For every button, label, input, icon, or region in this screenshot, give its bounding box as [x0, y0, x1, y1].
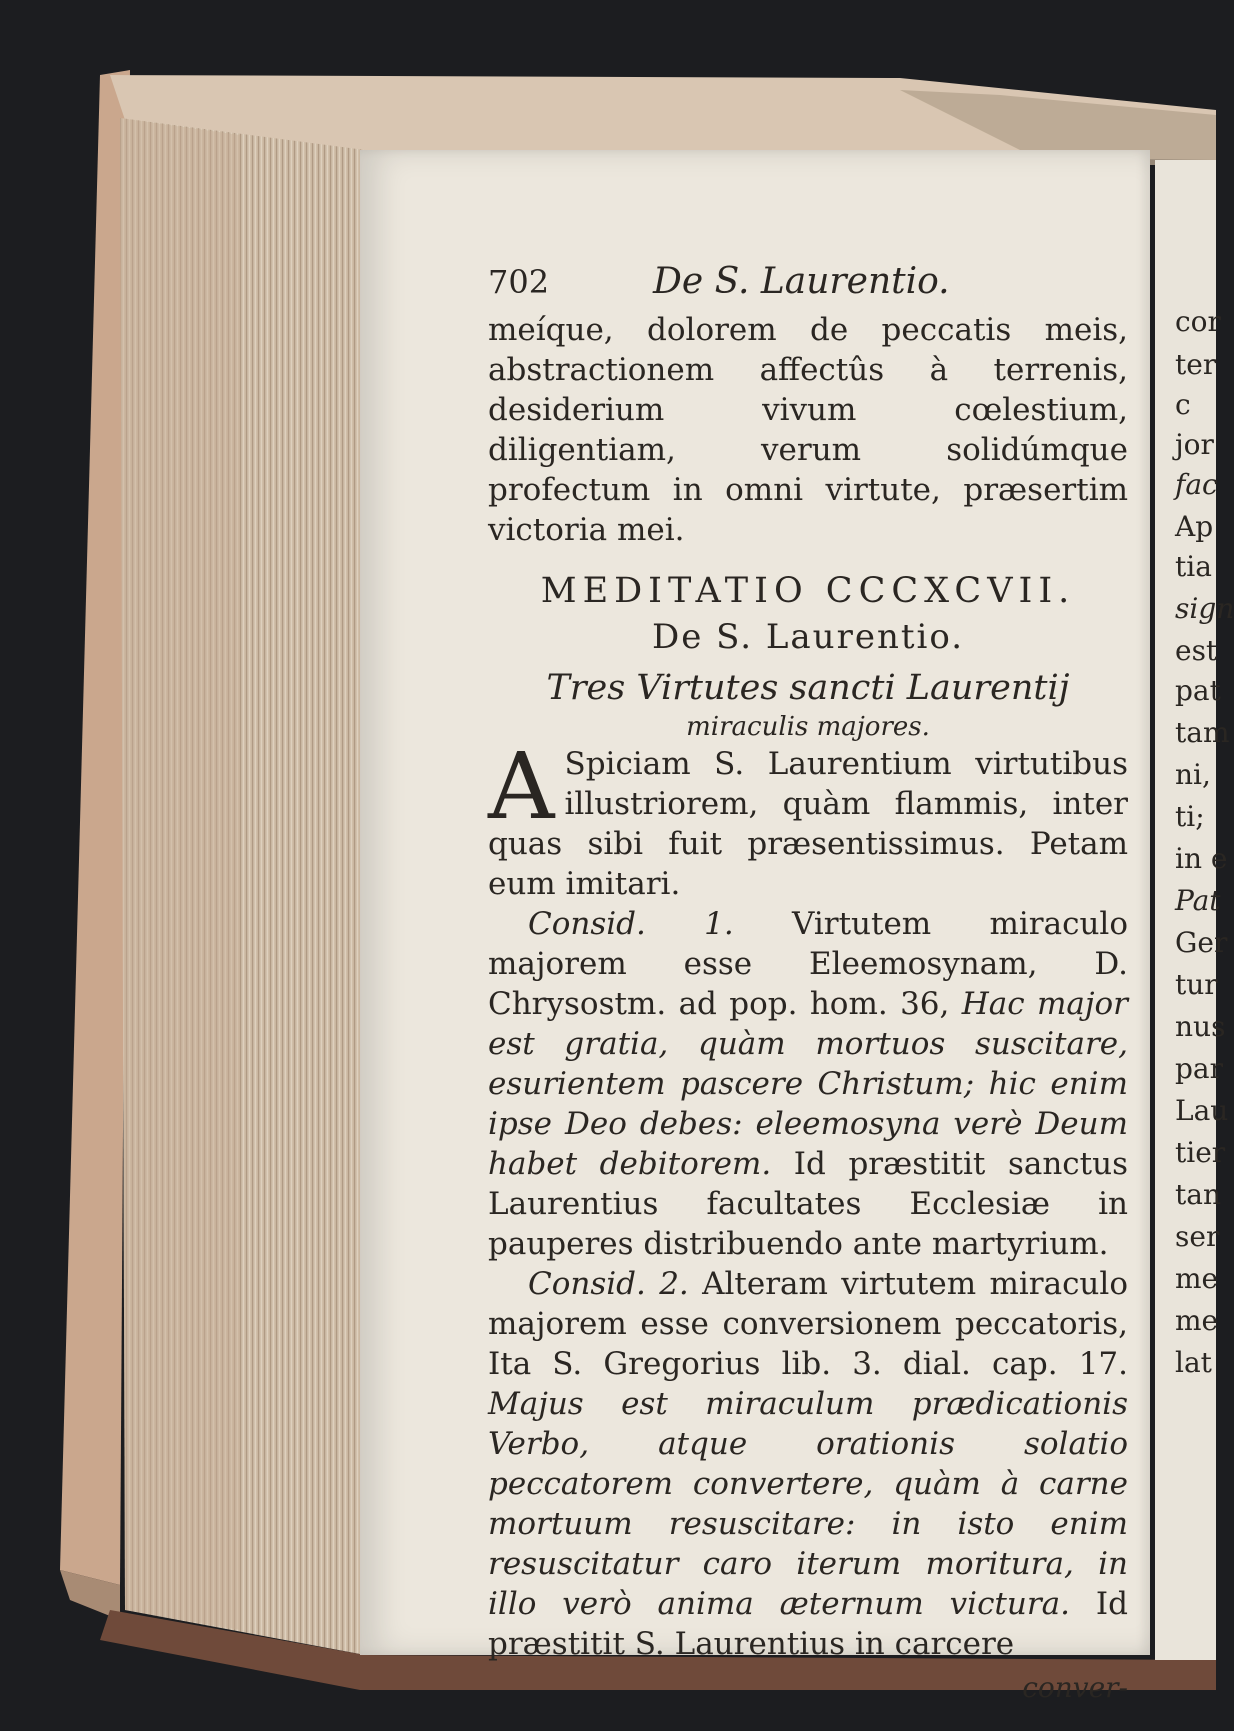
meditation-title: MEDITATIO CCCXCVII.: [540, 571, 1076, 611]
section-heading: Tres Virtutes sancti Laurentij: [546, 668, 1070, 708]
right-fragment: Ap: [1175, 510, 1214, 543]
right-fragment: me: [1175, 1262, 1219, 1295]
right-fragment: Ger: [1175, 926, 1228, 959]
page-number: 702: [488, 263, 550, 301]
right-fragment: ter: [1175, 348, 1217, 381]
consideration-label: Consid. 1.: [528, 906, 734, 942]
right-fragment: est: [1175, 634, 1218, 667]
running-head: De S. Laurentio.: [653, 261, 950, 302]
catchword: conver-: [1022, 1671, 1128, 1704]
right-fragment: tur: [1175, 968, 1218, 1001]
right-fragment: Lau: [1175, 1094, 1229, 1127]
meditation-subtitle: De S. Laurentio.: [651, 617, 965, 657]
right-fragment: c: [1175, 388, 1191, 421]
right-fragment: Pat: [1175, 884, 1221, 917]
right-fragment: cor: [1175, 305, 1221, 338]
section-heading-line2: miraculis majores.: [686, 712, 930, 742]
right-fragment: nus: [1175, 1010, 1226, 1043]
page-header: [488, 262, 1128, 306]
paragraph-3-rest: Id præstitit S. Laurentius in carcere: [488, 1586, 1129, 1662]
paragraph-1-text: Spiciam S. Laurentium virtutibus illustriorem, quàm flammis, inter quas sibi fuit præsentissimus. Petam eum imitari.: [488, 746, 1128, 902]
right-fragment: tan: [1175, 1178, 1221, 1211]
consideration-label: Consid. 2.: [528, 1266, 689, 1302]
right-page-edge: [1155, 160, 1234, 1660]
right-fragment: lat: [1175, 1346, 1212, 1379]
paragraph-2-rest: Id præstitit sanctus Laurentius facultates Ecclesiæ in pauperes distribuendo ante martyrium.: [488, 1146, 1128, 1262]
right-fragment: tam: [1175, 716, 1230, 749]
right-fragment: par: [1175, 1052, 1224, 1085]
paragraph-3: [488, 1264, 1128, 1664]
right-fragment: tia: [1175, 550, 1212, 583]
paragraph-3-quote: Majus est miraculum prædicationis Verbo, atque orationis solatio peccatorem convertere, quàm à carne mortuum resuscitare: in isto enim resuscitatur caro iterum moritura, in illo verò anima æternum victura.: [488, 1386, 1128, 1622]
right-fragment: fac: [1175, 468, 1218, 501]
right-fragment: ni,: [1175, 758, 1211, 791]
paragraph-2-text: Virtutem miraculo majorem esse Eleemosynam, D. Chrysostm. ad pop. hom. 36,: [488, 906, 1128, 1022]
right-fragment: jor: [1175, 428, 1214, 461]
paragraph-2: [488, 904, 1128, 1264]
drop-cap: A: [488, 733, 555, 840]
right-fragment: in e: [1175, 842, 1228, 875]
right-fragment: pat: [1175, 674, 1221, 707]
right-fragment: ti;: [1175, 800, 1205, 833]
paragraph-3-text: Alteram virtutem miraculo majorem esse conversionem peccatoris, Ita S. Gregorius lib. 3. dial. cap. 17.: [488, 1266, 1128, 1382]
right-fragment: tier: [1175, 1136, 1226, 1169]
right-fragment: me: [1175, 1304, 1219, 1337]
paragraph-2-quote: Hac major est gratia, quàm mortuos suscitare, esurientem pascere Christum; hic enim ipse Deo debes: eleemosyna verè Deum habet debitorem.: [488, 986, 1128, 1182]
intro-paragraph: meíque, dolorem de peccatis meis, abstractionem affectûs à terrenis, desiderium vivum cœlestium, diligentiam, verum solidúmque profectum in omni virtute, præsertim victoria mei.: [488, 312, 1128, 548]
paragraph-1: [488, 733, 1128, 904]
right-fragment: sign: [1175, 592, 1234, 625]
page-text: [488, 262, 1128, 1708]
right-fragment: ser: [1175, 1220, 1220, 1253]
